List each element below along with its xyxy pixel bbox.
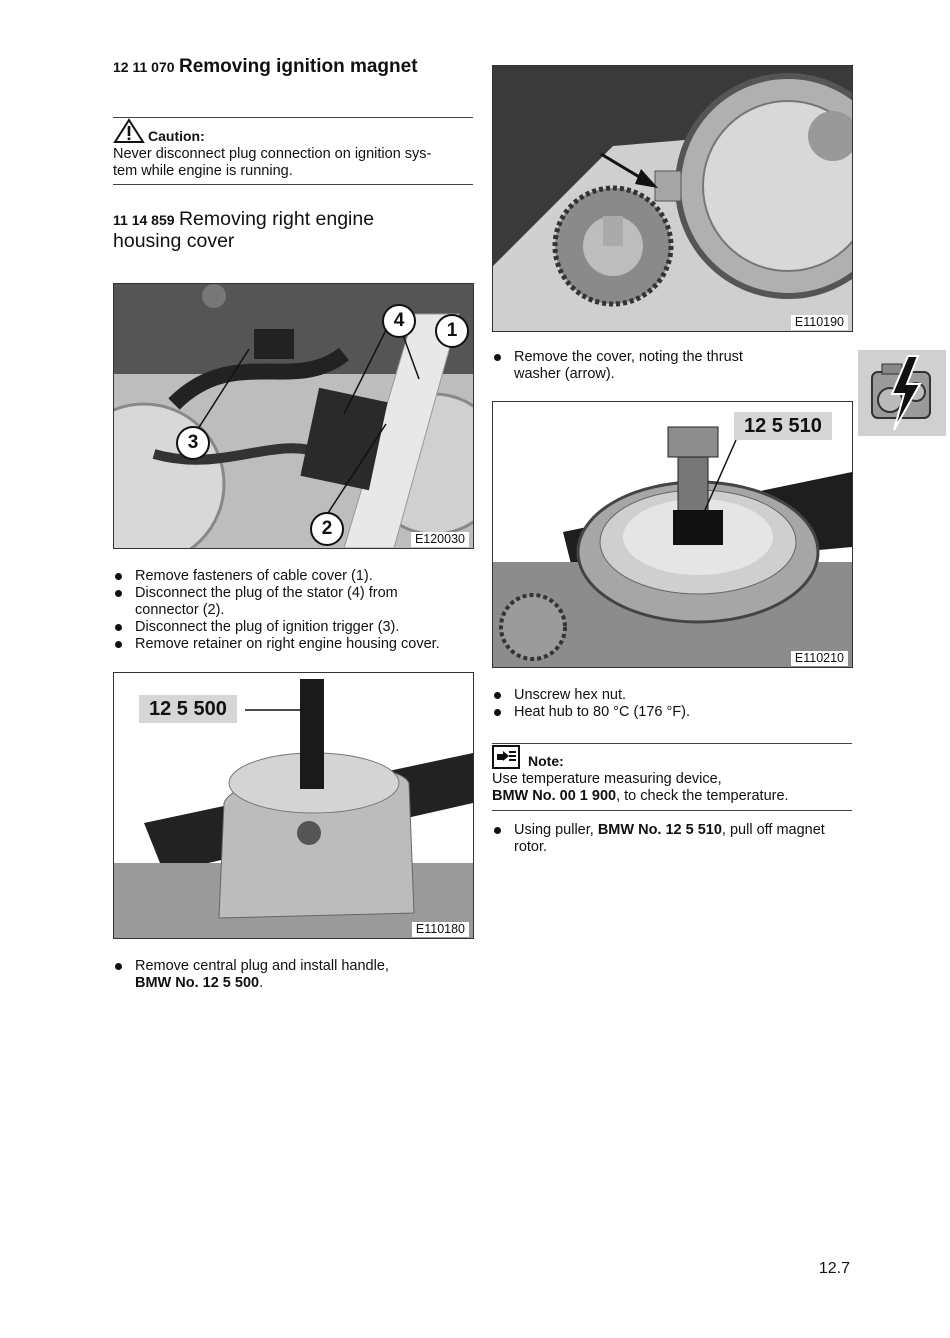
list-item: Disconnect the plug of the stator (4) from connector (2).: [113, 585, 475, 619]
section-title: Removing ignition magnet: [178, 56, 418, 77]
section-number: 11 14 859: [113, 212, 175, 228]
steps-cable-cover: [113, 568, 475, 653]
section-heading-housing-cover: [113, 208, 473, 252]
list-item: Heat hub to 80 °C (176 °F).: [492, 704, 854, 721]
list-item: Remove the cover, noting the thrust washer (arrow).: [492, 349, 854, 383]
figure-code: E120030: [411, 532, 469, 547]
figure-code: E110210: [791, 651, 848, 666]
note-line-1: Use temperature measuring device,: [492, 771, 722, 787]
magnet-rotor-puller-photo: [493, 402, 852, 667]
callout-2: 2: [310, 512, 344, 546]
figure-code: E110180: [412, 922, 469, 937]
callout-4: 4: [382, 304, 416, 338]
note-line-2: BMW No. 00 1 900, to check the temperature.: [492, 788, 789, 804]
tool-label: 12 5 500: [139, 695, 237, 723]
note-title: Note:: [528, 753, 564, 769]
figure-code: E110190: [791, 315, 848, 330]
section-title-line-2: housing cover: [113, 230, 235, 252]
callout-1: 1: [435, 314, 469, 348]
steps-hex-nut: [492, 687, 854, 721]
section-number: 12 11 070: [113, 59, 175, 75]
tool-label: 12 5 510: [734, 412, 832, 440]
steps-pull-rotor: [492, 822, 854, 856]
caution-box: [113, 118, 473, 180]
caution-line-1: Never disconnect plug connection on ignition sys-: [113, 146, 432, 162]
list-item: Remove fasteners of cable cover (1).: [113, 568, 475, 585]
note-box: [492, 745, 852, 805]
section-heading-ignition-magnet: [113, 56, 418, 78]
page-number: 12.7: [818, 1260, 850, 1277]
caution-title: Caution:: [148, 128, 205, 144]
engine-electrical-icon: [858, 350, 946, 436]
callout-3: 3: [176, 426, 210, 460]
list-item: Using puller, BMW No. 12 5 510, pull off magnet rotor.: [492, 822, 854, 856]
engine-wiring-photo: [114, 284, 473, 548]
caution-bottom-rule: [113, 184, 473, 185]
note-top-rule: [492, 743, 852, 744]
list-item: Disconnect the plug of ignition trigger (3).: [113, 619, 475, 636]
figure-puller: [492, 401, 853, 668]
chapter-side-tab: [858, 350, 946, 436]
figure-thrust-washer: [492, 65, 853, 332]
note-icon: [492, 745, 520, 769]
steps-cover: [492, 349, 854, 383]
figure-handle: [113, 672, 474, 939]
figure-cable-cover: [113, 283, 474, 549]
gear-thrust-washer-photo: [493, 66, 852, 331]
section-title-line-1: Removing right engine: [178, 208, 375, 230]
list-item: Remove central plug and install handle, BMW No. 12 5 500.: [113, 958, 475, 992]
note-bottom-rule: [492, 810, 852, 811]
list-item: Unscrew hex nut.: [492, 687, 854, 704]
list-item: Remove retainer on right engine housing cover.: [113, 636, 475, 653]
warning-icon: [113, 118, 145, 144]
steps-handle: [113, 958, 475, 992]
caution-line-2: tem while engine is running.: [113, 163, 293, 179]
